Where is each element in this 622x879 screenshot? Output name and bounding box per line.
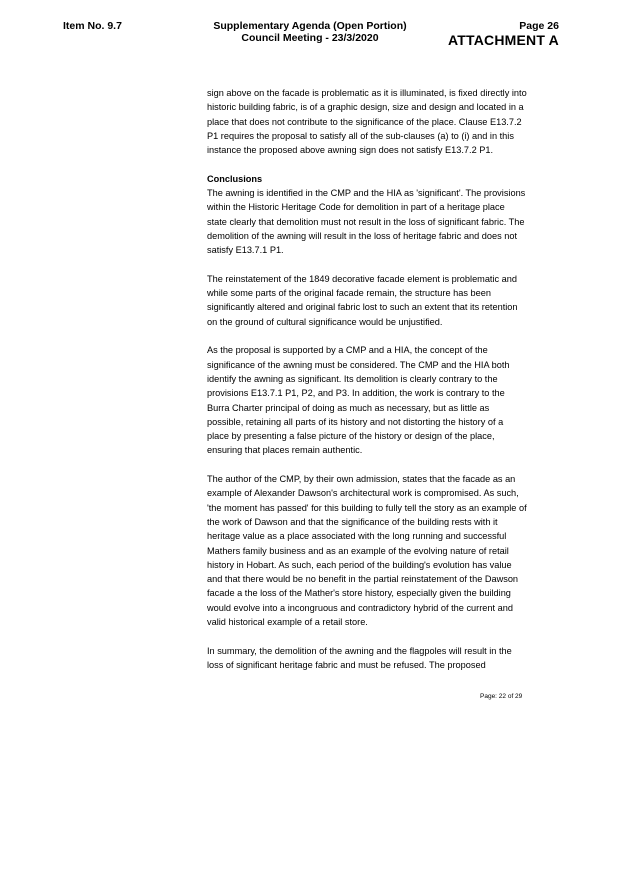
item-number: Item No. 9.7 — [63, 20, 122, 32]
paragraph-author: The author of the CMP, by their own admission, states that the facade as an example of Alexander Dawson's architectural work is compromised. As such, 'the moment has passed' for this building to fully tell the story as an example of the work of Dawson and that the significance of the building rests with it heritage value as a place associated with the long running and successful Mathers family business and as an example of the evolving nature of retail history in Hobart. As such, each period of the building's evolution has value and that there would be no benefit in the partial reinstatement of the Dawson facade a the loss of the Mather's store history, especially given the building would evolve into a incongruous and contradictory hybrid of the current and valid historical example of a retail store. — [207, 474, 527, 627]
document-body — [207, 86, 527, 686]
section-heading-conclusions: Conclusions — [207, 173, 263, 184]
page-header — [448, 20, 559, 48]
paragraph-signage: sign above on the facade is problematic as it is illuminated, is fixed directly into historic building fabric, is of a graphic design, size and design and located in a place that does not contribute to the significance of the place. Clause E13.7.2 P1 requires the proposal to satisfy all of the sub-clauses (a) to (i) and in this instance the proposed above awning sign does not satisfy E13.7.2 P1. — [207, 88, 527, 156]
paragraph-summary: In summary, the demolition of the awning and the flagpoles will result in the loss of significant heritage fabric and must be refused. The proposed — [207, 645, 512, 670]
paragraph-reinstatement: The reinstatement of the 1849 decorative facade element is problematic and while some parts of the original facade remain, the structure has been significantly altered and original fabric lost to such an extent that its retention on the ground of cultural significance would be unjustified. — [207, 273, 518, 327]
page-label: Page 26 — [519, 20, 559, 32]
paragraph-awning: The awning is identified in the CMP and the HIA as 'significant'. The provisions within the Historic Heritage Code for demolition in part of a heritage place state clearly that demolition must not result in the loss of significant fabric. The demolition of the awning will result in the loss of heritage fabric and does not satisfy E13.7.1 P1. — [207, 188, 526, 256]
agenda-title — [200, 20, 420, 44]
agenda-title-line1: Supplementary Agenda (Open Portion) — [213, 20, 407, 32]
paragraph-cmp-hia: As the proposal is supported by a CMP and a HIA, the concept of the significance of the awning must be considered. The CMP and the HIA both identify the awning as significant. Its demolition is clearly contrary to the provisions E13.7.1 P1, P2, and P3. In addition, the work is contrary to the Burra Charter principal of doing as much as necessary, but as little as possible, retaining all parts of its history and not distorting the history of a place by presenting a false picture of the history or design of the place, ensuring that places remain authentic. — [207, 345, 510, 456]
page-number: Page: 22 of 29 — [480, 693, 523, 700]
agenda-title-line2: Council Meeting - 23/3/2020 — [241, 32, 379, 44]
attachment-label: ATTACHMENT A — [447, 32, 559, 48]
